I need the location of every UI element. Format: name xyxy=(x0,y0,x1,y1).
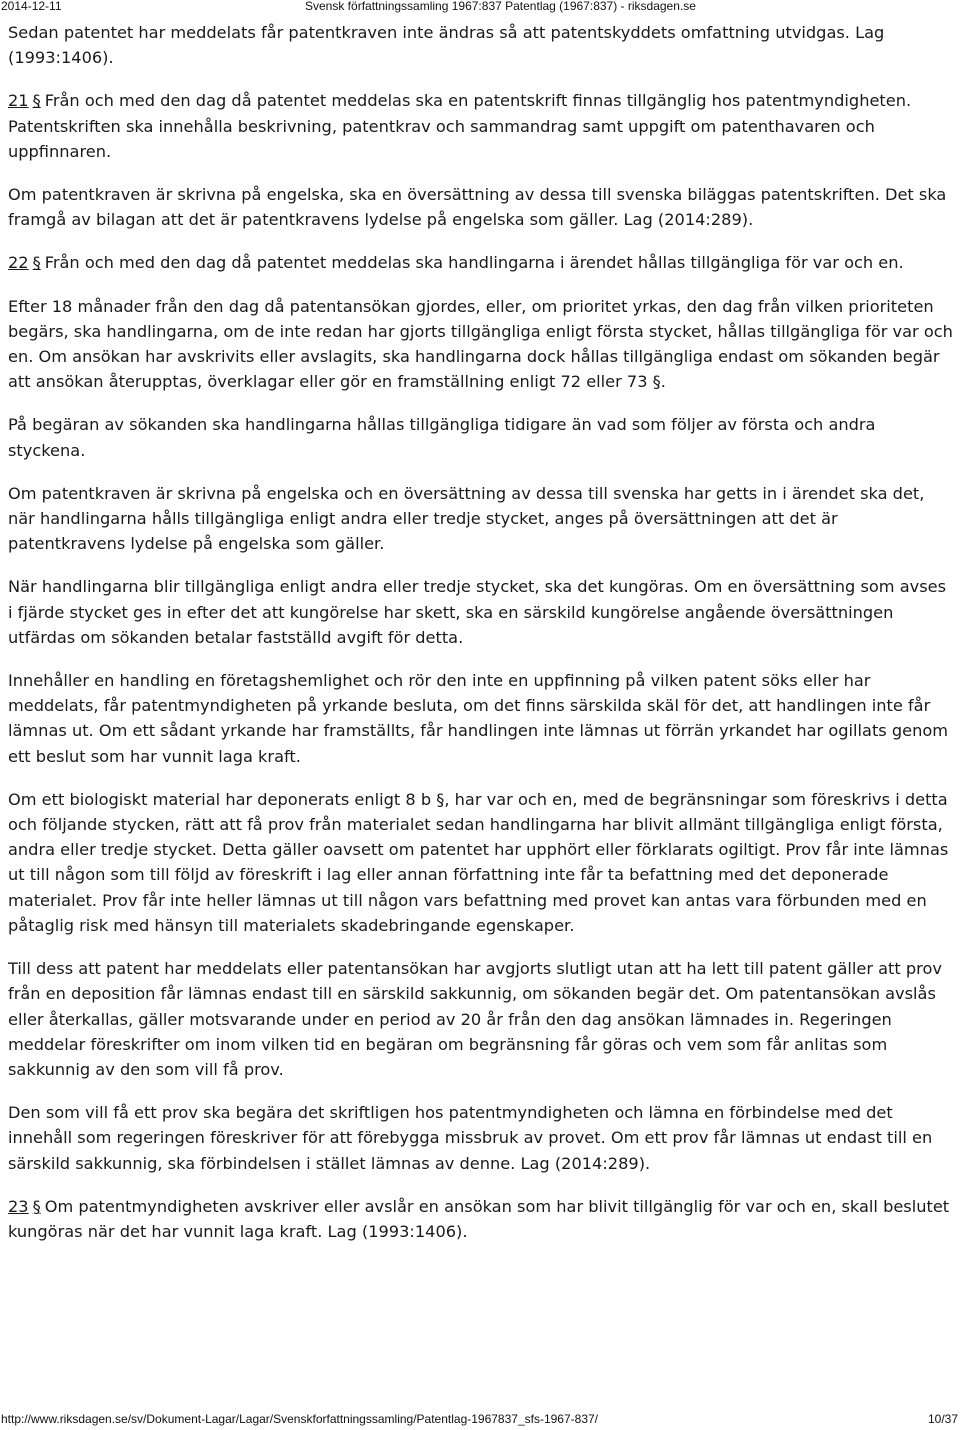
print-header xyxy=(0,0,960,14)
section-22 xyxy=(8,250,954,275)
section-21 xyxy=(8,88,954,164)
page-number: 10/37 xyxy=(927,1412,958,1426)
paragraph: Efter 18 månader från den dag då patentansökan gjordes, eller, om prioritet yrkas, den dag från vilken prioriteten begärs, ska handlingarna, om de inte redan har gjorts tillgängliga enligt första stycket, hållas tillgängliga för var och en. Om ansökan har avskrivits eller avslagits, ska handlingarna dock hållas tillgängliga endast om sökanden begär att ansökan återupptas, överklagar eller gör en framställning enligt 72 eller 73 §. xyxy=(8,296,953,392)
paragraph: Om patentkraven är skrivna på engelska och en översättning av dessa till svenska har getts in i ärendet ska det, när handlingarna hålls tillgängliga enligt andra eller tredje stycket, anges på översättningen att det är patentkravens lydelse på engelska som gäller. xyxy=(8,483,925,554)
section-23 xyxy=(8,1194,954,1244)
section-symbol: § xyxy=(32,253,41,273)
section-23-text: Om patentmyndigheten avskriver eller avslår en ansökan som har blivit tillgänglig för var och en, skall beslutet kungöras när det har vunnit laga kraft. Lag (1993:1406). xyxy=(8,1196,950,1241)
paragraph: Om ett biologiskt material har deponerats enligt 8 b §, har var och en, med de begränsningar som föreskrivs i detta och följande stycken, rätt att få prov från materialet sedan handlingarna har blivit allmänt tillgängliga enligt första, andra eller tredje stycket. Detta gäller oavsett om patentet har upphört eller förklarats ogiltigt. Prov får inte lämnas ut till någon som till följd av föreskrift i lag eller annan författning inte får ta befattning med det deponerade materialet. Prov får inte heller lämnas ut till någon vars befattning med provet kan antas vara förbunden med en påtaglig risk med hänsyn till materialets skadebringande egenskaper. xyxy=(8,789,949,935)
paragraph: När handlingarna blir tillgängliga enligt andra eller tredje stycket, ska det kungöras. Om en översättning som avses i fjärde stycket ges in efter det att kungörelse har skett, ska en särskild kungörelse angående översättningen utfärdas om sökanden betalar fastställd avgift för detta. xyxy=(8,577,947,647)
section-symbol: § xyxy=(32,1196,41,1216)
law-text xyxy=(8,20,954,1262)
section-22-text: Från och med den dag då patentet meddelas ska handlingarna i ärendet hållas tillgängliga för var och en. xyxy=(44,253,904,273)
section-21-link[interactable]: 21 xyxy=(8,91,29,111)
paragraph: Sedan patentet har meddelats får patentkraven inte ändras så att patentskyddets omfattning utvidgas. Lag (1993:1406). xyxy=(8,23,885,68)
section-symbol: § xyxy=(32,91,41,111)
print-date: 2014-12-11 xyxy=(1,0,62,13)
paragraph: Till dess att patent har meddelats eller patentansökan har avgjorts slutligt utan att ha lett till patent gäller att prov från en deposition får lämnas endast till en särskild sakkunnig, om sökanden begär det. Om patentansökan avslås eller återkallas, gäller motsvarande under en period av 20 år från den dag ansökan lämnades in. Regeringen meddelar föreskrifter om inom vilken tid en begäran om begränsning får göras och vem som får anlitas som sakkunnig av den som vill få prov. xyxy=(8,959,942,1079)
paragraph: Innehåller en handling en företagshemlighet och rör den inte en uppfinning på vilken patent söks eller har meddelats, får patentmyndigheten på yrkande besluta, om det finns särskilda skäl för det, att handlingen inte får lämnas ut. Om ett sådant yrkande har framställts, får handlingen inte lämnas ut förrän yrkandet har ogillats genom ett beslut som har vunnit laga kraft. xyxy=(8,671,949,766)
paragraph: På begäran av sökanden ska handlingarna hållas tillgängliga tidigare än vad som följer av första och andra styckena. xyxy=(8,415,876,460)
section-23-link[interactable]: 23 xyxy=(8,1196,29,1216)
page-url: http://www.riksdagen.se/sv/Dokument-Lagar/Lagar/Svenskforfattningssamling/Patentlag-1967837_sfs-1967-837/ xyxy=(1,1412,599,1426)
paragraph: Den som vill få ett prov ska begära det skriftligen hos patentmyndigheten och lämna en förbindelse med det innehåll som regeringen föreskriver för att förebygga missbruk av provet. Om ett prov får lämnas ut endast till en särskild sakkunnig, ska förbindelsen i stället lämnas av denne. Lag (2014:289). xyxy=(8,1103,933,1173)
section-21-text: Från och med den dag då patentet meddelas ska en patentskrift finnas tillgänglig hos patentmyndigheten. Patentskriften ska innehålla beskrivning, patentkrav och sammandrag samt uppgift om patenthavaren och uppfinnaren. xyxy=(8,91,912,161)
print-footer xyxy=(0,1412,960,1428)
paragraph: Om patentkraven är skrivna på engelska, ska en översättning av dessa till svenska biläggas patentskriften. Det ska framgå av bilagan att det är patentkravens lydelse på engelska som gäller. Lag (2014:289). xyxy=(8,185,947,230)
section-22-link[interactable]: 22 xyxy=(8,253,29,273)
page-title: Svensk författningssamling 1967:837 Patentlag (1967:837) - riksdagen.se xyxy=(305,0,696,13)
